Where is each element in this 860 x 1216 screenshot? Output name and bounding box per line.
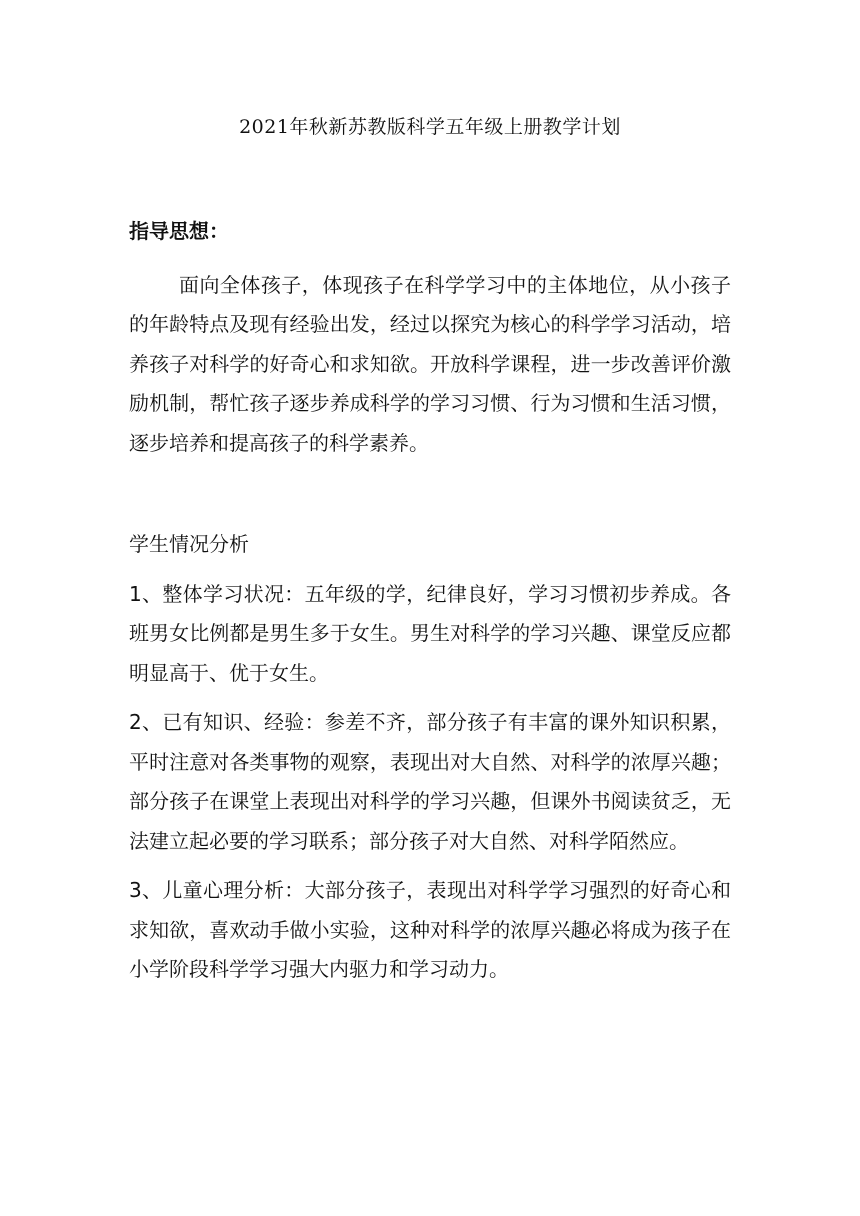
- document-body: [129, 212, 731, 990]
- analysis-item-2: 2、已有知识、经验：参差不齐，部分孩子有丰富的课外知识积累，平时注意对各类事物的观察，表现出对大自然、对科学的浓厚兴趣；部分孩子在课堂上表现出对科学的学习兴趣，但课外书阅读贫乏，无法建立起必要的学习联系；部分孩子对大自然、对科学陌然应。: [129, 710, 731, 853]
- student-analysis-heading: 学生情况分析: [129, 532, 249, 556]
- analysis-item-1: 1、整体学习状况：五年级的学，纪律良好，学习习惯初步养成。各班男女比例都是男生多于女生。男生对科学的学习兴趣、课堂反应都明显高于、优于女生。: [129, 581, 731, 685]
- guiding-thought-paragraph: 面向全体孩子，体现孩子在科学学习中的主体地位，从小孩子的年龄特点及现有经验出发，经过以探究为核心的科学学习活动，培养孩子对科学的好奇心和求知欲。开放科学课程，进一步改善评价激励机制，帮忙孩子逐步养成科学的学习习惯、行为习惯和生活习惯，逐步培养和提高孩子的科学素养。: [129, 272, 731, 455]
- guiding-thought-heading: 指导思想：: [129, 219, 229, 243]
- analysis-item-3: 3、儿童心理分析：大部分孩子，表现出对科学学习强烈的好奇心和求知欲，喜欢动手做小实验，这种对科学的浓厚兴趣必将成为孩子在小学阶段科学学习强大内驱力和学习动力。: [129, 878, 731, 981]
- document-title: 2021年秋新苏教版科学五年级上册教学计划: [239, 116, 621, 138]
